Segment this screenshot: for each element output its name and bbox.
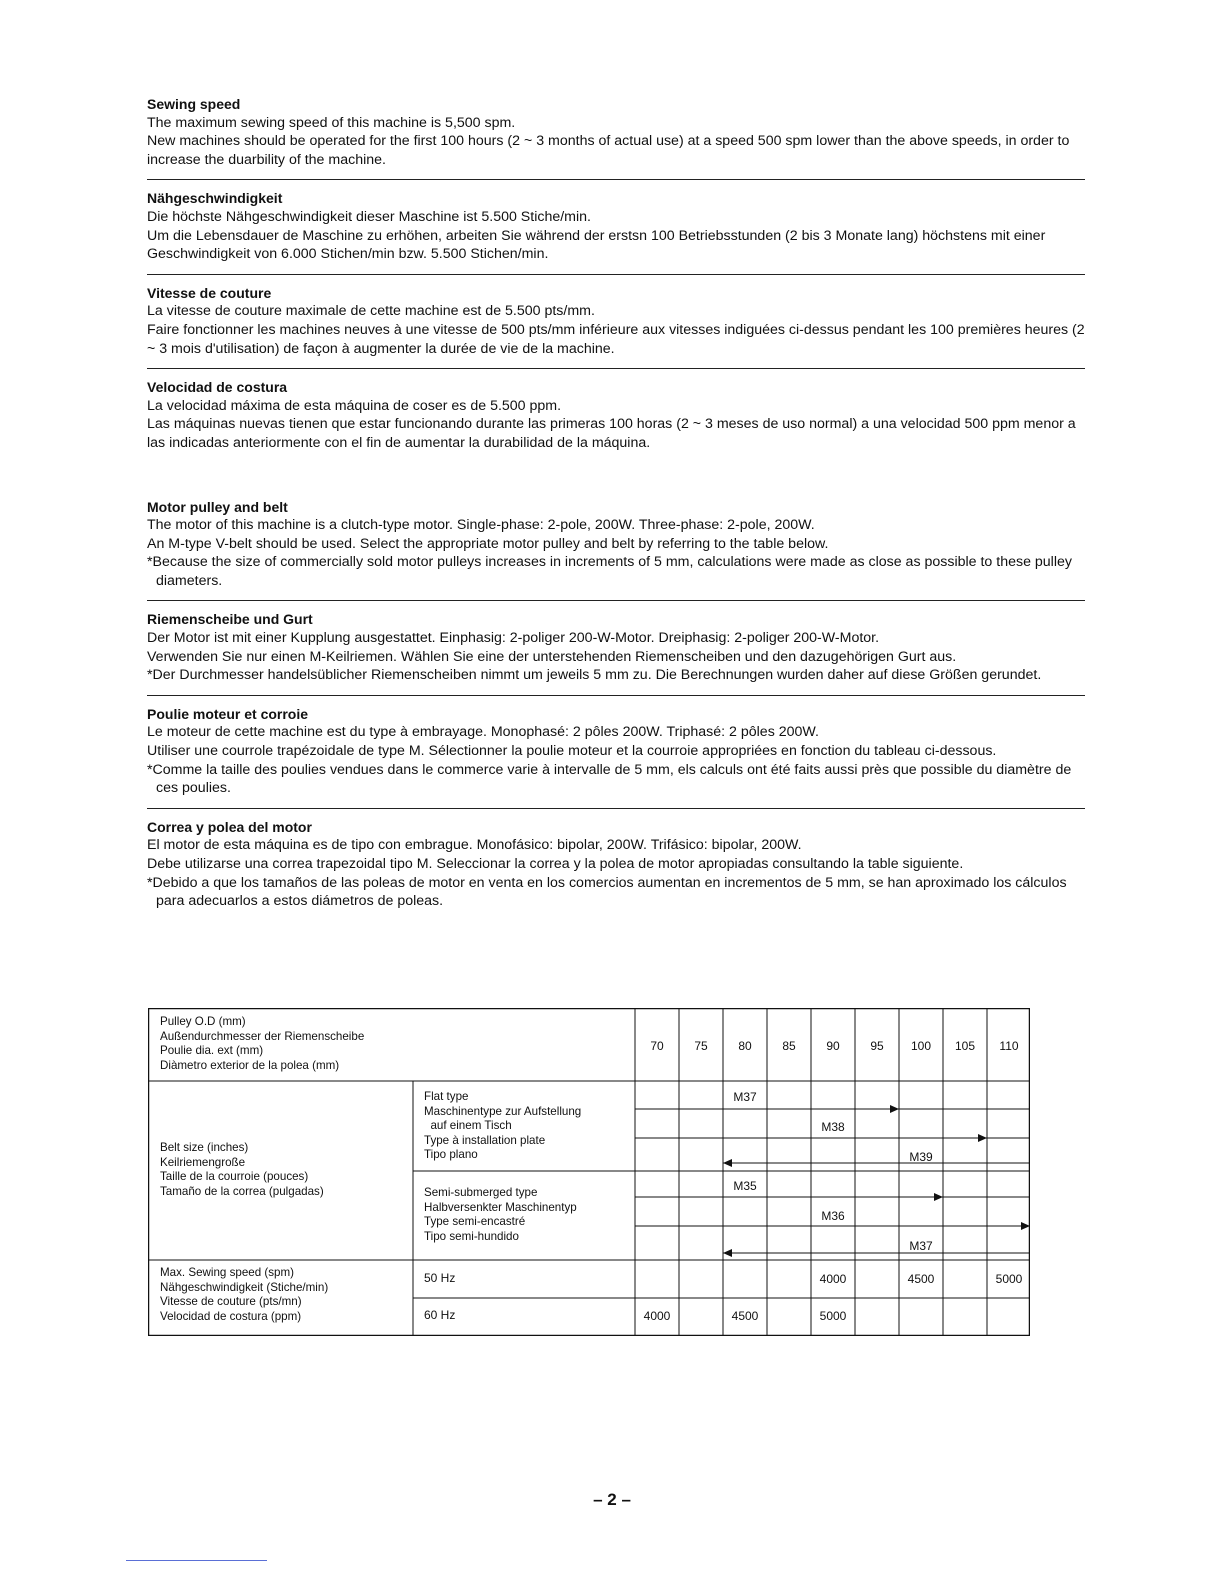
section-note: *Debido a que los tamaños de las poleas de motor en venta en los comercios aumentan en incrementos de 5 mm, se han aproximado los cálculos para adecuarlos a estos diámetros de poleas. <box>147 874 1067 910</box>
belt-label: M37 <box>909 1239 933 1253</box>
page-edge-mark <box>126 1560 267 1561</box>
section-divider <box>147 179 1085 180</box>
pulley-size-cell: 80 <box>738 1039 752 1053</box>
language-section <box>147 818 1085 911</box>
section-paragraph: The motor of this machine is a clutch-type motor. Single-phase: 2-pole, 200W. Three-phase: 2-pole, 200W. <box>147 517 815 534</box>
section-title: Velocidad de costura <box>147 379 288 396</box>
language-section <box>147 378 1085 452</box>
header-line: Pulley O.D (mm) <box>160 1015 246 1028</box>
header-line: Keilriemengroße <box>160 1155 246 1169</box>
pulley-size-cell: 90 <box>826 1039 840 1053</box>
pulley-size-cell: 75 <box>694 1039 708 1053</box>
type-line: Flat type <box>424 1090 469 1103</box>
hz50-label: 50 Hz <box>424 1271 456 1285</box>
section-title: Sewing speed <box>147 96 241 112</box>
language-section <box>147 610 1085 684</box>
section-divider <box>147 368 1085 369</box>
motor-pulley-block <box>147 498 1085 911</box>
page-number: – 2 – <box>593 1490 631 1509</box>
section-divider <box>147 274 1085 275</box>
section-title: Correa y polea del motor <box>147 818 312 835</box>
section-divider <box>147 695 1085 696</box>
semi-type-label <box>424 1186 577 1244</box>
section-paragraph: El motor de esta máquina es de tipo con embrague. Monofásico: bipolar, 200W. Trifásico: bipolar, 200W. <box>147 837 802 854</box>
section-title: Nähgeschwindigkeit <box>147 190 283 207</box>
type-line: Halbversenkter Maschinentyp <box>424 1200 577 1214</box>
section-paragraph: Verwenden Sie nur einen M-Keilriemen. Wählen Sie eine der unterstehenden Riemenscheiben und den dazugehörigen Gurt aus. <box>147 648 957 665</box>
section-paragraph: La velocidad máxima de esta máquina de coser es de 5.500 ppm. <box>147 397 562 414</box>
sewing-speed-block <box>147 95 1085 453</box>
section-paragraph: Der Motor ist mit einer Kupplung ausgestattet. Einphasig: 2-poliger 200-W-Motor. Dreiphasig: 2-poliger 200-W-Motor. <box>147 630 880 647</box>
section-paragraph: La vitesse de couture maximale de cette machine est de 5.500 pts/mm. <box>147 303 595 320</box>
section-paragraph: The maximum sewing speed of this machine is 5,500 spm. <box>147 114 516 131</box>
header-line: Nähgeschwindigkeit (Stiche/min) <box>160 1280 329 1294</box>
type-line: Tipo plano <box>424 1148 478 1162</box>
belt-label: M37 <box>733 1090 757 1104</box>
header-line: Velocidad de costura (ppm) <box>160 1309 302 1323</box>
section-note: *Because the size of commercially sold motor pulleys increases in increments of 5 mm, calculations were made as close as possible to these pulley diameters. <box>147 554 1072 589</box>
header-line: Tamaño de la correa (pulgadas) <box>160 1184 324 1198</box>
type-line: Tipo semi-hundido <box>424 1229 519 1243</box>
pulley-od-header <box>160 1015 364 1073</box>
section-note: *Comme la taille des poulies vendues dans le commerce varie à intervalle de 5 mm, els calculs ont été faits aussi près que possible du diamètre de ces poulies. <box>147 761 1072 797</box>
belt-size-header <box>160 1141 324 1199</box>
header-line: Max. Sewing speed (spm) <box>160 1266 295 1279</box>
section-note: *Der Durchmesser handelsüblicher Riemenscheiben nimmt um jeweils 5 mm zu. Die Berechnungen wurden daher auf diese Größen gerundet. <box>147 667 1042 684</box>
type-line: Maschinentype zur Aufstellung <box>424 1104 582 1118</box>
pulley-size-cell: 85 <box>782 1039 796 1053</box>
header-line: Poulie dia. ext (mm) <box>160 1044 264 1058</box>
belt-label: M36 <box>821 1209 845 1223</box>
header-line: Diàmetro exterior de la polea (mm) <box>160 1058 340 1072</box>
language-section <box>147 284 1085 358</box>
type-line: auf einem Tisch <box>424 1119 512 1133</box>
section-paragraph: Le moteur de cette machine est du type à embrayage. Monophasé: 2 pôles 200W. Triphasé: 2 pôles 200W. <box>147 724 819 741</box>
pulley-size-cell: 105 <box>954 1039 976 1053</box>
page-content <box>147 95 1085 911</box>
max-speed-header <box>160 1266 328 1324</box>
section-paragraph: Um die Lebensdauer de Maschine zu erhöhen, arbeiten Sie während der erstsn 100 Betriebsstunden (2 bis 3 Monate lang) höchstens mit einer Geschwindigkeit von 6.000 Stichen/min bzw. 5.500 Stichen/min. <box>147 227 1046 263</box>
speed-cell: 4500 <box>731 1309 759 1323</box>
language-section <box>147 95 1085 169</box>
speed-cell: 4000 <box>643 1309 671 1323</box>
speed-cell: 4000 <box>819 1272 847 1286</box>
type-line: Type semi-encastré <box>424 1215 526 1229</box>
language-section <box>147 189 1085 263</box>
speed-cell: 5000 <box>819 1309 847 1323</box>
section-paragraph: New machines should be operated for the first 100 hours (2 ~ 3 months of actual use) at a speed 500 spm lower than the above speeds, in order to increase the duarbility of the machine. <box>147 133 1070 168</box>
language-section <box>147 705 1085 798</box>
section-paragraph: Las máquinas nuevas tienen que estar funcionando durante las primeras 100 horas (2 ~ 3 meses de uso normal) a una velocidad 500 ppm menor a las indicadas anteriormente con el fin de aumentar la durabilidad de la máquina. <box>147 416 1076 451</box>
section-title: Riemenscheibe und Gurt <box>147 611 313 628</box>
header-line: Vitesse de couture (pts/mn) <box>160 1295 302 1309</box>
belt-label: M35 <box>733 1179 757 1193</box>
section-title: Motor pulley and belt <box>147 498 288 515</box>
pulley-belt-table <box>148 1008 1030 1336</box>
belt-label: M38 <box>821 1120 845 1134</box>
header-line: Taille de la courroie (pouces) <box>160 1170 309 1184</box>
pulley-size-cell: 95 <box>870 1039 884 1053</box>
section-title: Poulie moteur et corroie <box>147 705 309 722</box>
header-line: Außendurchmesser der Riemenscheibe <box>160 1029 365 1043</box>
belt-label: M39 <box>909 1150 933 1164</box>
pulley-size-cell: 70 <box>650 1039 664 1053</box>
hz60-label: 60 Hz <box>424 1308 456 1322</box>
pulley-size-cell: 110 <box>999 1039 1019 1053</box>
section-paragraph: Utiliser une courrole trapézoidale de type M. Sélectionner la poulie moteur et la courroie appropriées en fonction du tableau ci-dessous. <box>147 743 997 760</box>
speed-cell: 4500 <box>907 1272 935 1286</box>
section-paragraph: Die höchste Nähgeschwindigkeit dieser Maschine ist 5.500 Stiche/min. <box>147 208 591 225</box>
section-paragraph: An M-type V-belt should be used. Select the appropriate motor pulley and belt by referring to the table below. <box>147 535 829 552</box>
header-line: Belt size (inches) <box>160 1141 249 1154</box>
pulley-size-cell: 100 <box>910 1039 932 1053</box>
language-section <box>147 498 1085 591</box>
section-title: Vitesse de couture <box>147 284 272 301</box>
section-paragraph: Debe utilizarse una correa trapezoidal tipo M. Seleccionar la correa y la polea de motor apropiadas consultando la table siguiente. <box>147 856 964 872</box>
section-divider <box>147 808 1085 809</box>
section-paragraph: Faire fonctionner les machines neuves à une vitesse de 500 pts/mm inférieure aux vitesses indiguées ci-dessus pendant les 100 premières heures (2 ~ 3 mois d'utilisation) de façon à augmenter la durée de vie de la machine. <box>147 321 1085 357</box>
type-line: Type à installation plate <box>424 1133 546 1147</box>
speed-cell: 5000 <box>995 1272 1023 1286</box>
type-line: Semi-submerged type <box>424 1186 538 1199</box>
flat-type-label <box>424 1090 581 1163</box>
section-divider <box>147 600 1085 601</box>
